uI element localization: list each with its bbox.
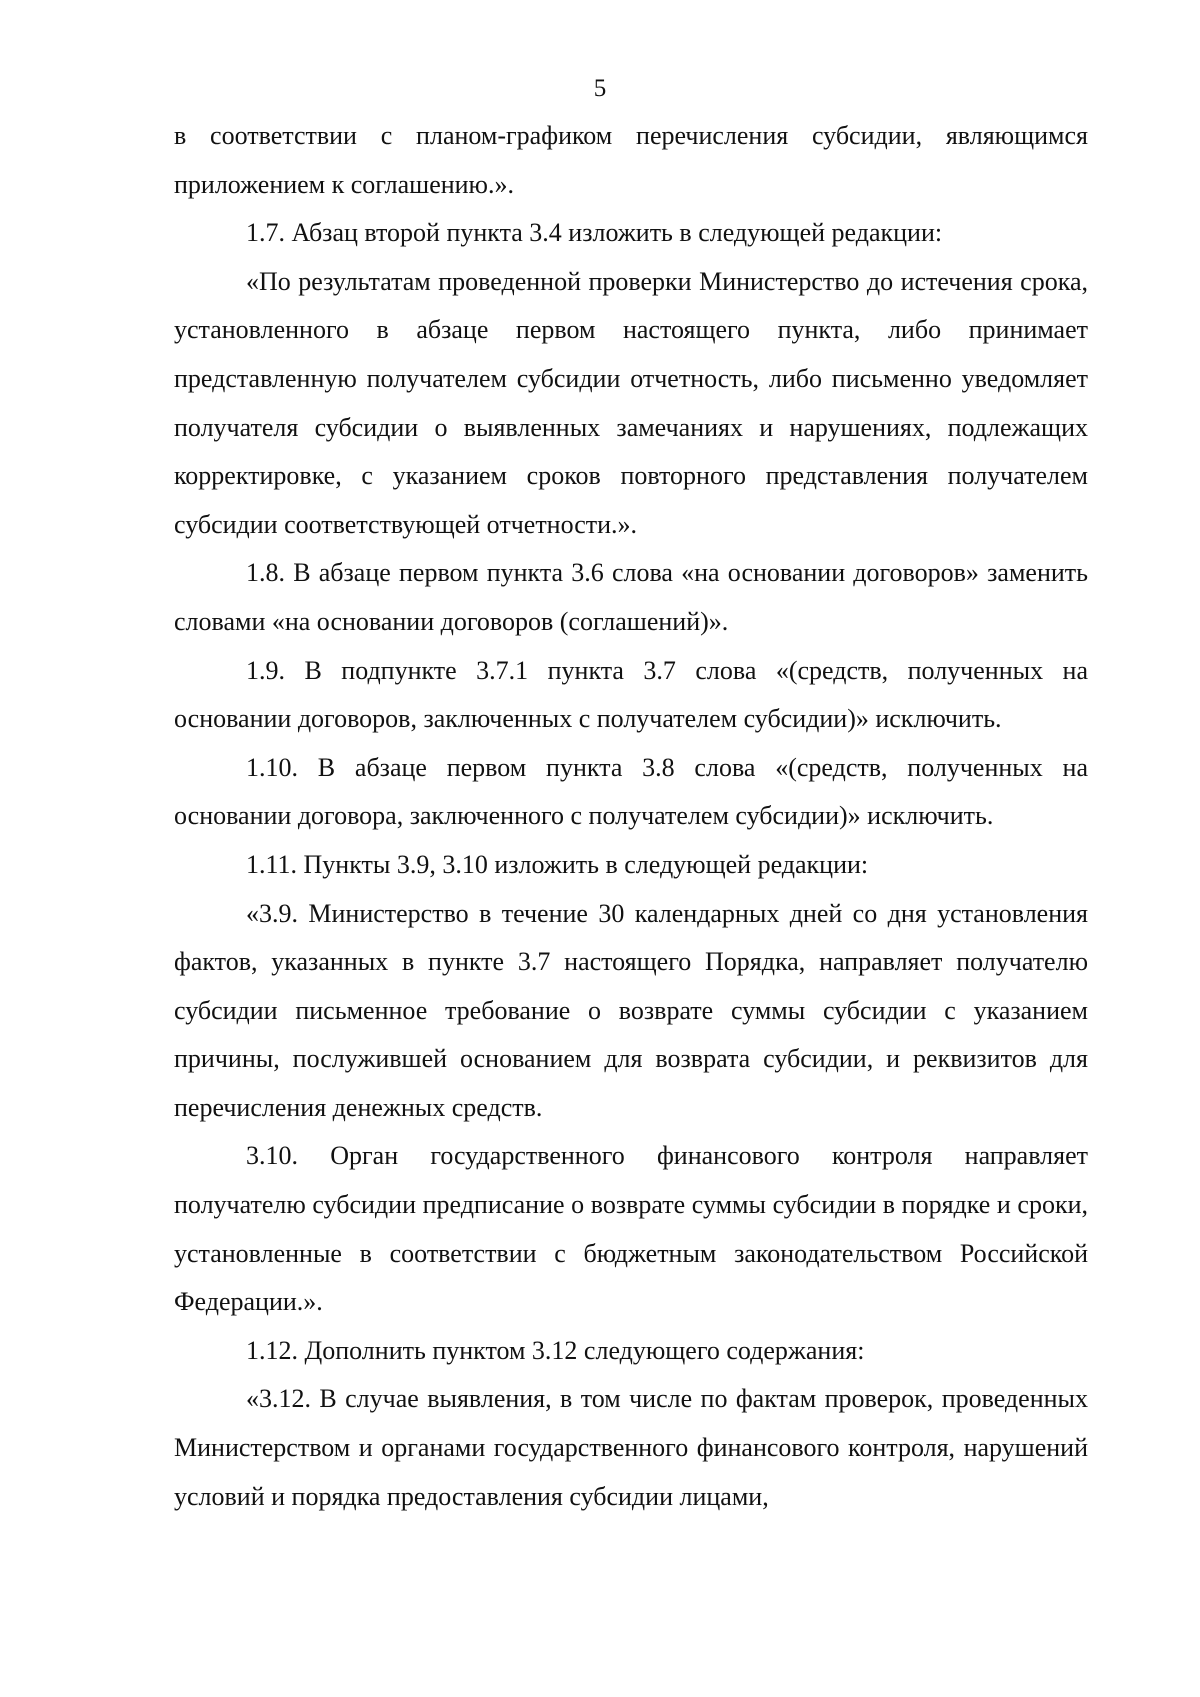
- paragraph-quote-3-10: 3.10. Орган государственного финансового контроля направляет получателю субсидии предписание о возврате суммы субсидии в порядке и сроки, установленные в соответствии с бюджетным законодательством Российской Федерации.».: [174, 1141, 1088, 1317]
- paragraph-continuation: в соответствии с планом-графиком перечисления субсидии, являющимся приложением к соглашению.».: [174, 121, 1088, 199]
- paragraph-item-1-8: 1.8. В абзаце первом пункта 3.6 слова «на основании договоров» заменить словами «на основании договоров (соглашений)».: [174, 558, 1088, 636]
- page-number: 5: [593, 75, 607, 102]
- document-body: [174, 112, 1088, 1521]
- paragraph-item-1-10: 1.10. В абзаце первом пункта 3.8 слова «(средств, полученных на основании договора, заключенного с получателем субсидии)» исключить.: [174, 752, 1088, 831]
- paragraph-item-1-9: 1.9. В подпункте 3.7.1 пункта 3.7 слова «(средств, полученных на основании договоров, заключенных с получателем субсидии)» исключить.: [174, 655, 1088, 734]
- paragraph-quote-3-9: «3.9. Министерство в течение 30 календарных дней со дня установления фактов, указанных в пункте 3.7 настоящего Порядка, направляет получателю субсидии письменное требование о возврате суммы субсидии с указанием причины, послужившей основанием для возврата субсидии, и реквизитов для перечисления денежных средств.: [174, 898, 1088, 1122]
- paragraph-quote-3-12: «3.12. В случае выявления, в том числе по фактам проверок, проведенных Министерством и органами государственного финансового контроля, нарушений условий и порядка предоставления субсидии лицами,: [174, 1384, 1088, 1511]
- paragraph-item-1-12: 1.12. Дополнить пунктом 3.12 следующего содержания:: [246, 1335, 865, 1365]
- paragraph-quote-3-4: «По результатам проведенной проверки Министерство до истечения срока, установленного в абзаце первом настоящего пункта, либо принимает представленную получателем субсидии отчетность, либо письменно уведомляет получателя субсидии о выявленных замечаниях и нарушениях, подлежащих корректировке, с указанием сроков повторного представления получателем субсидии соответствующей отчетности.».: [174, 266, 1088, 539]
- paragraph-item-1-7: 1.7. Абзац второй пункта 3.4 изложить в следующей редакции:: [246, 218, 943, 248]
- paragraph-item-1-11: 1.11. Пункты 3.9, 3.10 изложить в следующей редакции:: [246, 849, 869, 879]
